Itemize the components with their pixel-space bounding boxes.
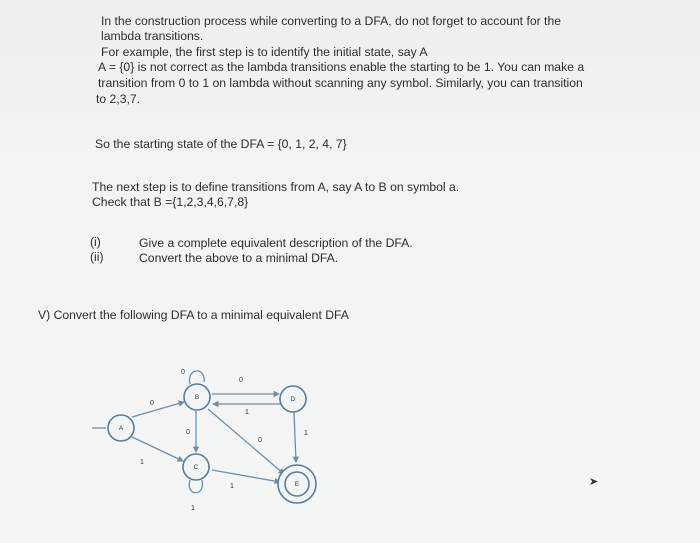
label-b-loop: 0 bbox=[181, 369, 185, 376]
label-d-b: 1 bbox=[245, 409, 249, 416]
starting-state-line: So the starting state of the DFA = {0, 1, 2, 4, 7} bbox=[95, 137, 347, 151]
loop-c bbox=[189, 480, 202, 493]
intro-line-6: to 2,3,7. bbox=[96, 92, 141, 106]
next-step-line-1: The next step is to define transitions from A, say A to B on symbol a. bbox=[92, 180, 460, 194]
loop-b bbox=[189, 371, 204, 384]
label-a-c: 1 bbox=[140, 459, 144, 466]
state-c-label: C bbox=[193, 464, 199, 471]
intro-line-2: lambda transitions. bbox=[101, 29, 204, 43]
next-step-line-2: Check that B ={1,2,3,4,6,7,8} bbox=[92, 195, 249, 209]
state-e-label: E bbox=[294, 481, 300, 488]
subquestion-2-number: (ii) bbox=[90, 250, 104, 264]
edge-c-e bbox=[212, 470, 280, 482]
state-a-label: A bbox=[118, 425, 124, 432]
edge-b-e bbox=[208, 409, 284, 474]
subquestion-1-text: Give a complete equivalent description of the DFA. bbox=[139, 236, 413, 250]
intro-line-1: In the construction process while converting to a DFA, do not forget to account for the bbox=[101, 14, 561, 28]
intro-line-4: A = {0} is not correct as the lambda transitions enable the starting to be 1. You can make a bbox=[98, 60, 585, 74]
label-d-e: 1 bbox=[304, 430, 308, 437]
label-c-e: 1 bbox=[230, 483, 234, 490]
state-d-label: D bbox=[290, 396, 296, 403]
label-c-loop: 1 bbox=[191, 505, 195, 512]
state-b-label: B bbox=[194, 394, 200, 401]
subquestion-2-text: Convert the above to a minimal DFA. bbox=[139, 251, 339, 265]
mouse-pointer-icon: ➤ bbox=[589, 476, 599, 488]
edge-a-b bbox=[132, 402, 184, 417]
label-b-e: 0 bbox=[258, 437, 262, 444]
intro-line-5: transition from 0 to 1 on lambda without scanning any symbol. Similarly, you can transition bbox=[98, 76, 583, 90]
edge-a-c bbox=[132, 437, 183, 461]
label-b-d: 0 bbox=[239, 377, 243, 384]
question-v-heading: V) Convert the following DFA to a minimal equivalent DFA bbox=[38, 308, 349, 322]
subquestion-1-number: (i) bbox=[90, 235, 101, 249]
intro-line-3: For example, the first step is to identify the initial state, say A bbox=[101, 45, 428, 59]
label-a-b: 0 bbox=[150, 400, 154, 407]
label-b-c: 0 bbox=[186, 429, 190, 436]
edge-d-e bbox=[294, 412, 296, 462]
